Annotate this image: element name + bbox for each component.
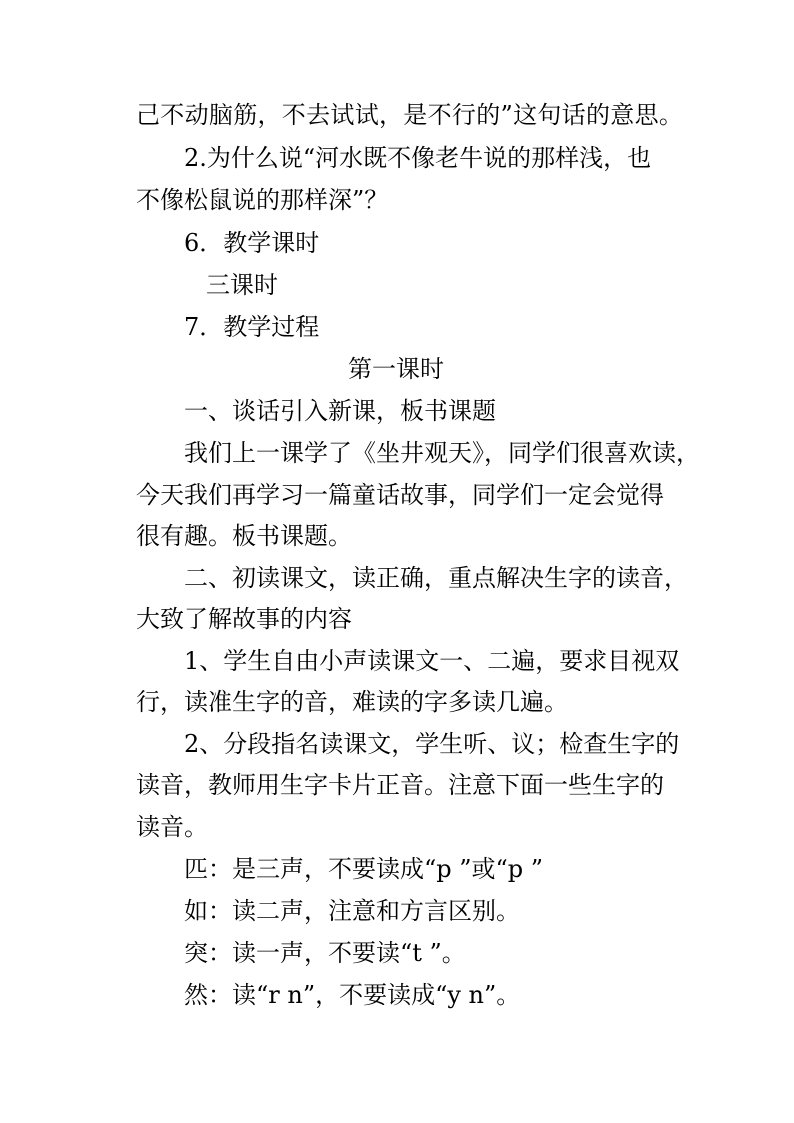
text-line: 突：读一声，不要读“t ”。	[184, 939, 466, 967]
text-line: 然：读“r n”，不要读成“y n”。	[184, 981, 521, 1009]
text-line: 己不动脑筋，不去试试，是不行的”这句话的意思。	[136, 101, 684, 129]
lesson-title: 第一课时	[348, 355, 444, 383]
text-line: 2、分段指名读课文，学生听、议；检查生字的	[184, 730, 680, 758]
section-heading: 二、初读课文，读正确，重点解决生字的读音，	[184, 564, 688, 592]
text-line: 今天我们再学习一篇童话故事，同学们一定会觉得	[136, 481, 664, 509]
text-line: 不像松鼠说的那样深”？	[136, 186, 389, 214]
text-line: 2.为什么说“河水既不像老牛说的那样浅，也	[184, 144, 652, 172]
text-line: 三课时	[206, 271, 278, 299]
text-line: 匹：是三声，不要读成“p ”或“p ”	[184, 855, 544, 883]
text-line: 很有趣。板书课题。	[136, 522, 352, 550]
text-line: 读音。	[136, 813, 208, 841]
text-line: 1、学生自由小声读课文一、二遍，要求目视双	[184, 647, 680, 675]
section-heading: 一、谈话引入新课，板书课题	[184, 397, 496, 425]
text-line: 行，读准生字的音，难读的字多读几遍。	[136, 688, 568, 716]
text-line: 我们上一课学了《坐井观天》，同学们很喜欢读，	[184, 439, 700, 467]
section-heading: 7．教学过程	[184, 313, 320, 341]
text-line: 如：读二声，注意和方言区别。	[184, 897, 520, 925]
text-line: 读音，教师用生字卡片正音。注意下面一些生字的	[136, 771, 664, 799]
section-heading: 6．教学课时	[184, 229, 320, 257]
text-line: 大致了解故事的内容	[136, 605, 352, 633]
